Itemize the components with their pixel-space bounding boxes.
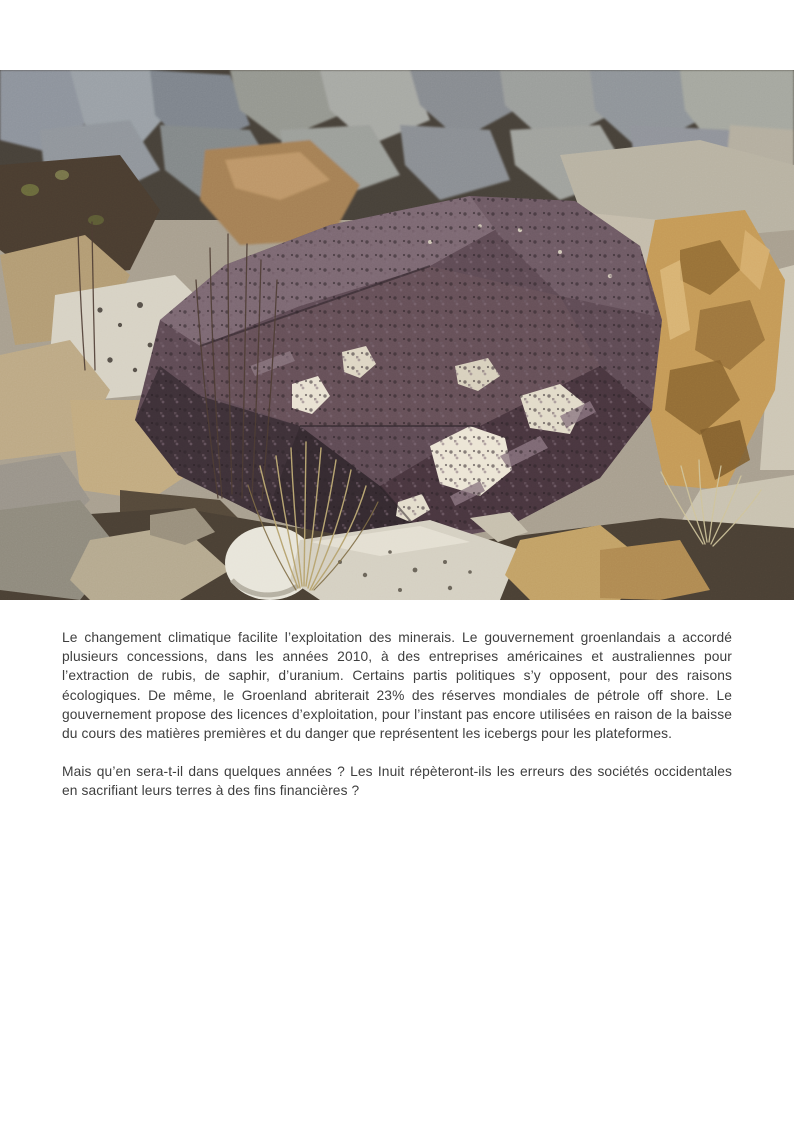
rocks-photo-graphic	[0, 70, 794, 600]
article-text	[62, 628, 732, 801]
paragraph-question-avenir: Mais qu’en sera-t-il dans quelques années ? Les Inuit répèteront-ils les erreurs des sociétés occidentales en sacrifiant leurs terres à des fins financières ?	[62, 764, 732, 799]
rocks-photo	[0, 70, 794, 600]
grain-overlay	[0, 70, 794, 600]
paragraph-exploitation-minerais: Le changement climatique facilite l’exploitation des minerais. Le gouvernement groenlandais a accordé plusieurs concessions, dans les années 2010, à des entreprises américaines et australiennes pour l’extraction de rubis, de saphir, d’uranium. Certains partis politiques s’y opposent, pour des raisons écologiques. De même, le Groenland abriterait 23% des réserves mondiales de pétrole off shore. Le gouvernement propose des licences d’exploitation, pour l’instant pas encore utilisées en raison de la baisse du cours des matières premières et du danger que représentent les icebergs pour les plateformes.	[62, 630, 732, 742]
